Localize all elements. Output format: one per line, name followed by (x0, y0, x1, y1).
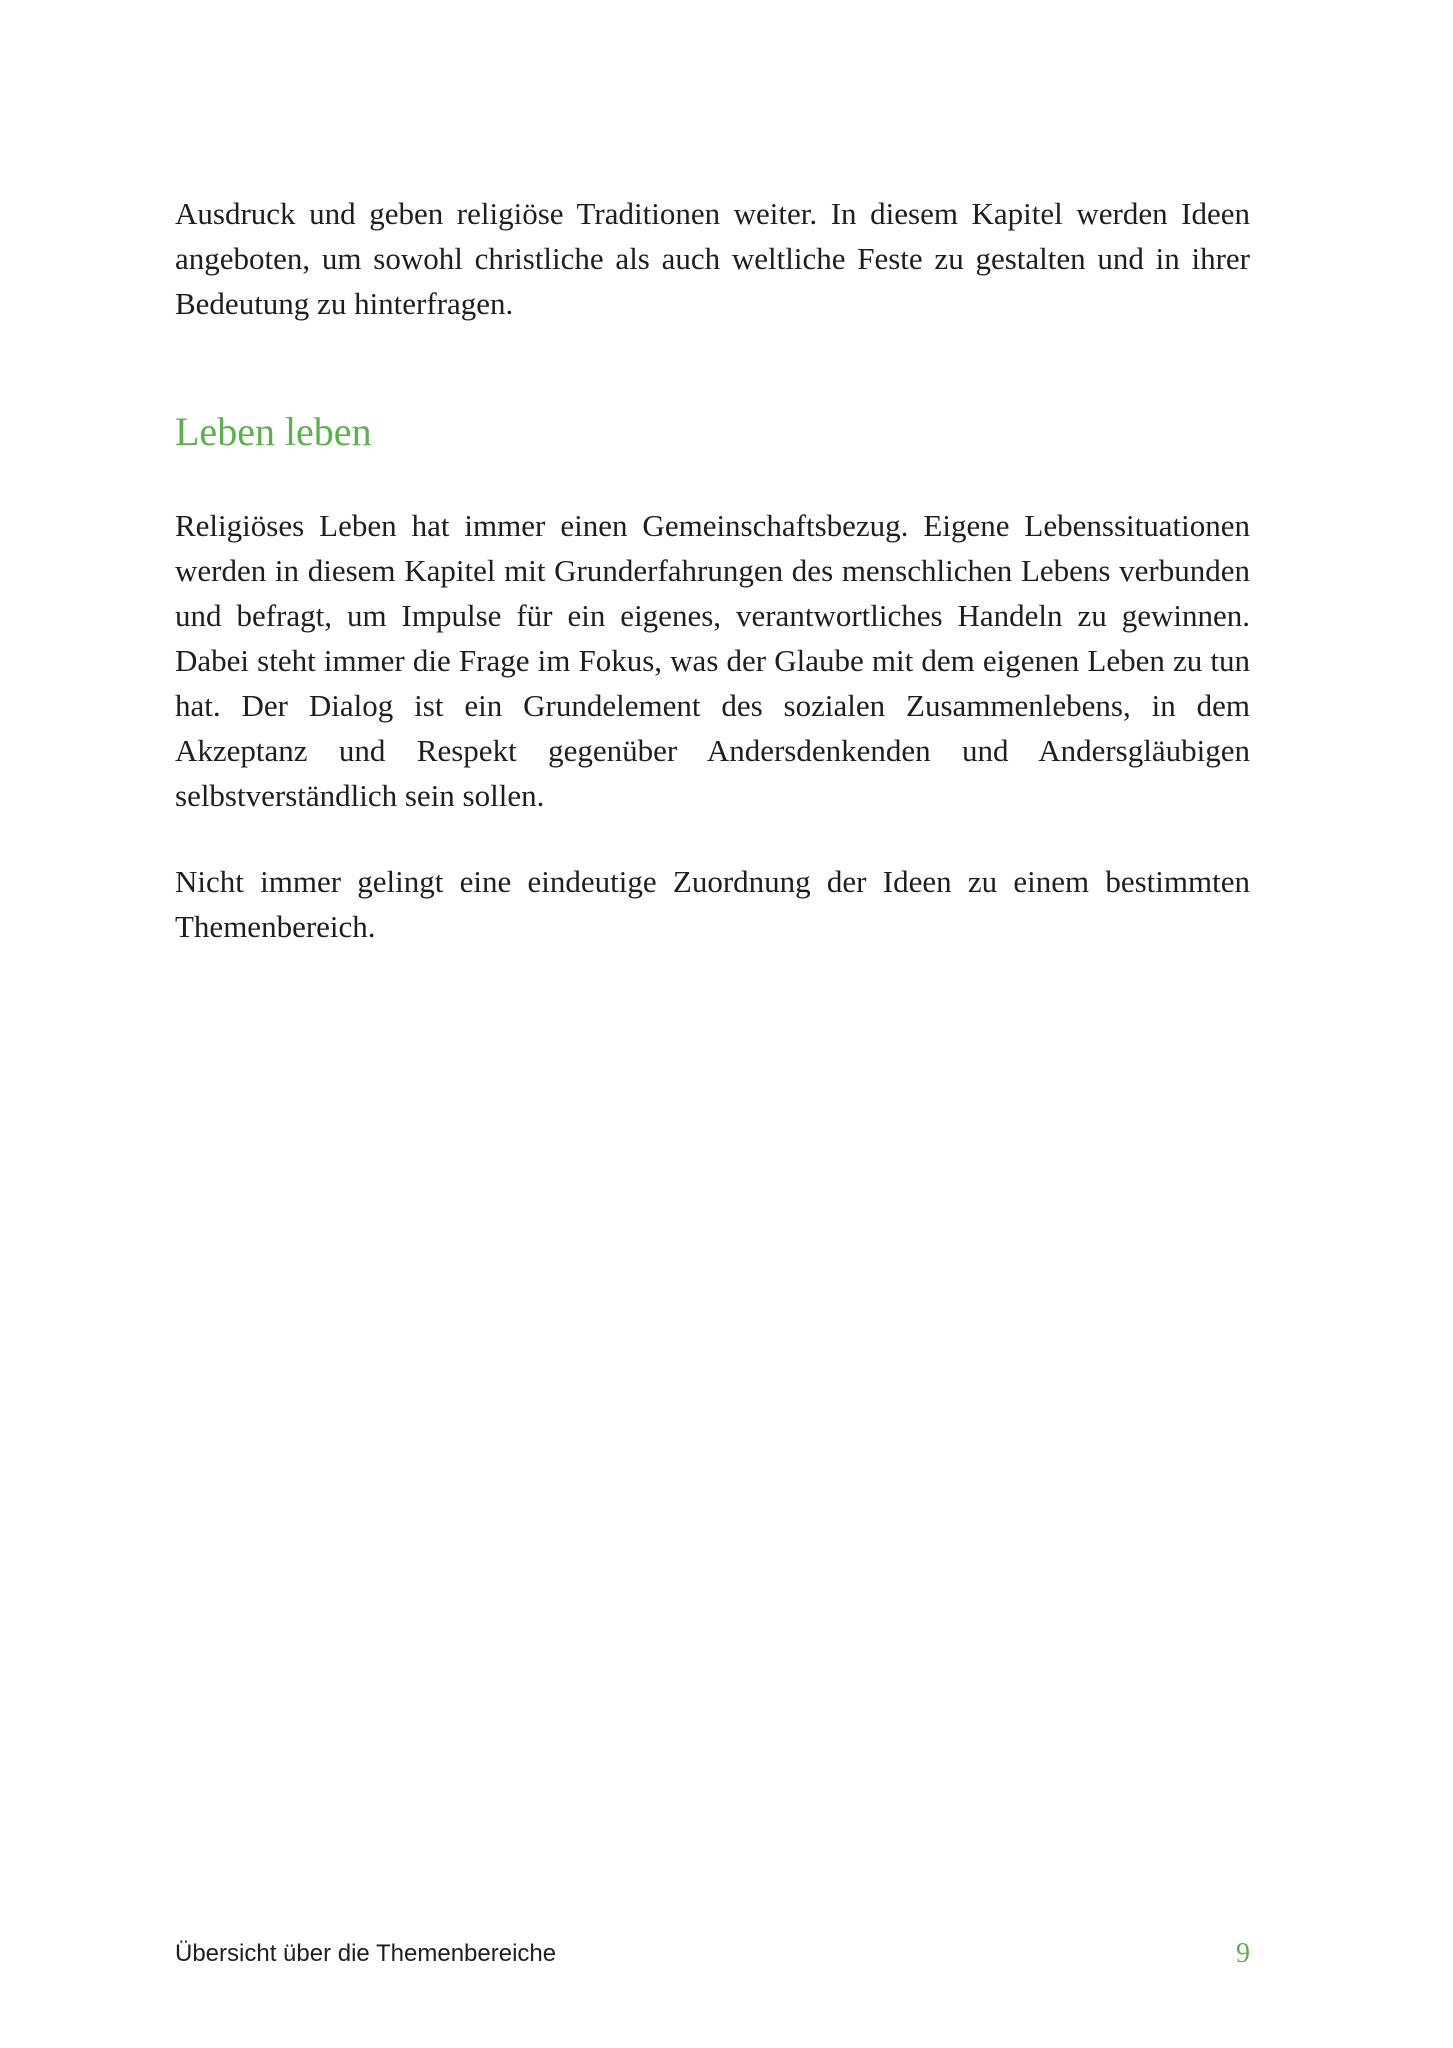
note-paragraph: Nicht immer gelingt eine eindeutige Zuordnung der Ideen zu einem bestimmten Themenbereich. (175, 864, 1250, 944)
intro-paragraph: Ausdruck und geben religiöse Traditionen weiter. In diesem Kapitel werden Ideen angeboten, um sowohl christliche als auch weltliche Feste zu gestalten und in ihrer Bedeutung zu hinterfragen. (175, 196, 1250, 321)
page-number: 9 (1236, 1938, 1250, 1969)
footer-running-title: Übersicht über die Themenbereiche (175, 1940, 557, 1967)
section-paragraph: Religiöses Leben hat immer einen Gemeinschaftsbezug. Eigene Lebenssituationen werden in diesem Kapitel mit Grunderfahrungen des menschlichen Lebens verbunden und befragt, um Impulse für ein eigenes, verantwortliches Handeln zu gewinnen. Dabei steht immer die Frage im Fokus, was der Glaube mit dem eigenen Leben zu tun hat. Der Dialog ist ein Grundelement des sozialen Zusammenlebens, in dem Akzeptanz und Respekt gegenüber Andersdenkenden und Andersgläubigen selbstverständlich sein sollen. (175, 508, 1250, 813)
section-heading-leben-leben: Leben leben (175, 409, 372, 454)
